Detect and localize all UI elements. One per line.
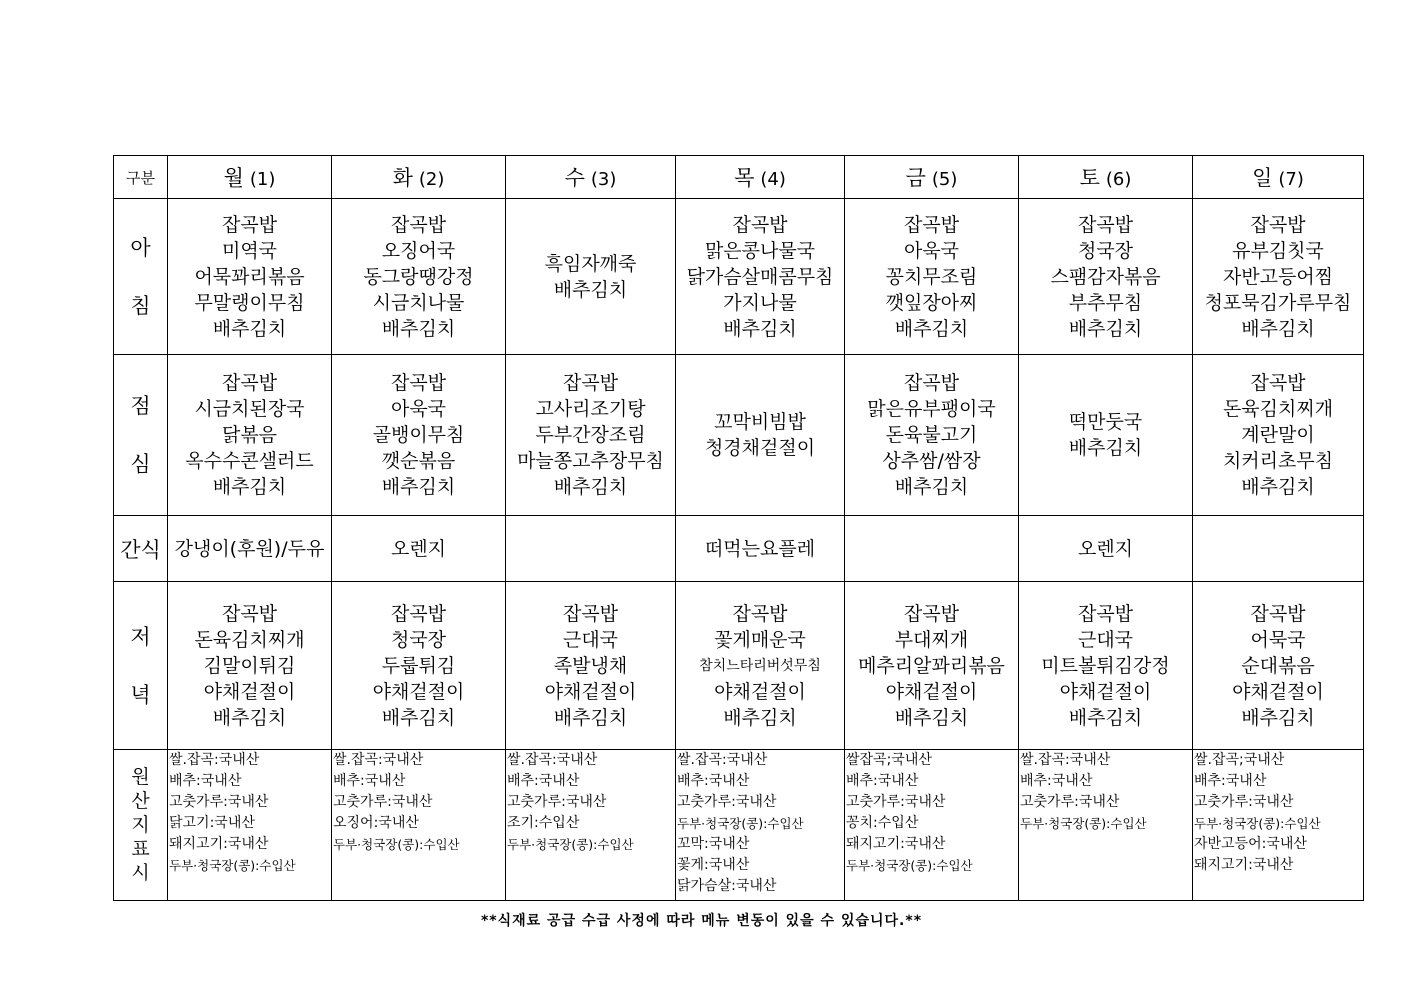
menu-item: 배추김치	[381, 476, 456, 498]
menu-item: 꽃게매운국	[714, 628, 806, 651]
menu-item: 고사리조기탕	[535, 398, 646, 420]
snack-cell	[676, 516, 845, 582]
snack-cell	[1193, 516, 1364, 582]
menu-item: 쌀.잡곡:국내산	[333, 752, 424, 768]
menu-item: 닭가슴살:국내산	[677, 878, 777, 894]
menu-item: 잡곡밥	[1250, 372, 1306, 394]
menu-item: 배추김치	[1241, 706, 1315, 729]
menu-item: 메추리알꽈리볶음	[858, 654, 1005, 677]
menu-item: 고춧가루:국내산	[1194, 794, 1294, 810]
menu-item: 잡곡밥	[221, 602, 278, 625]
lunch-label	[114, 355, 168, 516]
menu-item: 배추김치	[723, 317, 797, 340]
menu-item: 야채겉절이	[1059, 680, 1152, 703]
menu-item: 오징어국	[381, 239, 456, 262]
menu-item: 어묵꽈리볶음	[194, 265, 305, 288]
menu-item: 잡곡밥	[1250, 602, 1306, 625]
label-char: 시	[131, 862, 150, 884]
menu-item: 쌀.잡곡:국내산	[169, 752, 260, 768]
lunch-cell	[506, 355, 676, 516]
lunch-cell	[845, 355, 1019, 516]
menu-item: 상추쌈/쌈장	[882, 450, 981, 472]
day-name: 토	[1079, 166, 1100, 190]
header-row	[114, 156, 1364, 199]
origin-label	[114, 750, 168, 901]
menu-item: 가지나물	[723, 291, 797, 314]
menu-item: 청국장	[1077, 239, 1134, 262]
menu-item: 맑은유부팽이국	[867, 398, 996, 420]
menu-item: 고춧가루:국내산	[1020, 794, 1120, 810]
header-day	[332, 156, 506, 199]
menu-item: 골뱅이무침	[372, 424, 465, 446]
label-char: 저	[130, 624, 151, 649]
menu-item: 깻잎장아찌	[885, 291, 978, 314]
day-number: (3)	[590, 169, 617, 190]
menu-item: 꽁치:수입산	[846, 815, 919, 831]
menu-item: 배추김치	[212, 476, 287, 498]
menu-item: 깻순볶음	[381, 450, 456, 472]
breakfast-label	[114, 199, 168, 355]
day-name: 목	[734, 166, 755, 190]
menu-item: 배추김치	[1241, 317, 1315, 340]
menu-item: 돼지고기:국내산	[846, 836, 946, 852]
menu-item: 잡곡밥	[390, 372, 447, 394]
menu-item: 유부김칫국	[1232, 239, 1324, 262]
header-corner: 구분	[114, 156, 168, 199]
menu-item: 돼지고기:국내산	[1194, 857, 1294, 873]
breakfast-cell	[168, 199, 332, 355]
snack-cell	[845, 516, 1019, 582]
day-number: (2)	[418, 169, 445, 190]
origin-cell	[506, 750, 676, 901]
menu-item: 배추:국내산	[846, 773, 919, 789]
menu-item: 꼬막:국내산	[677, 836, 750, 852]
menu-item: 잡곡밥	[390, 213, 447, 236]
menu-item: 배추김치	[212, 706, 287, 729]
header-day	[1019, 156, 1193, 199]
menu-item: 청경채겉절이	[704, 437, 816, 459]
menu-item: 쌀.잡곡:국내산	[1020, 752, 1111, 768]
menu-item: 시금치된장국	[194, 398, 305, 420]
menu-item: 스팸감자볶음	[1050, 265, 1161, 288]
label-char: 원	[131, 766, 150, 788]
menu-item: 배추김치	[381, 706, 456, 729]
menu-item: 미역국	[221, 239, 278, 262]
menu-item: 청국장	[390, 628, 447, 651]
day-number: (5)	[931, 169, 958, 190]
menu-item: 순대볶음	[1241, 654, 1315, 677]
menu-item: 근대국	[562, 628, 619, 651]
menu-item: 시금치나물	[372, 291, 465, 314]
breakfast-cell	[1193, 199, 1364, 355]
header-day	[506, 156, 676, 199]
lunch-row	[114, 355, 1364, 516]
dinner-cell	[1019, 582, 1193, 750]
menu-item: 쌀잡곡;국내산	[846, 752, 932, 768]
menu-item: 배추김치	[1068, 317, 1143, 340]
label-char: 지	[131, 814, 150, 836]
menu-item: 배추김치	[553, 476, 628, 498]
menu-item: 돈육불고기	[885, 424, 978, 446]
menu-item: 꼬막비빔밥	[714, 411, 806, 433]
menu-item: 두룹튀김	[381, 654, 456, 677]
menu-item: 오징어:국내산	[333, 815, 419, 831]
footnote: **식재료 공급 수급 사정에 따라 메뉴 변동이 있을 수 있습니다.**	[480, 913, 923, 929]
lunch-cell	[1193, 355, 1364, 516]
breakfast-cell	[845, 199, 1019, 355]
dinner-cell	[332, 582, 506, 750]
label-char: 심	[130, 452, 151, 476]
dinner-row	[114, 582, 1364, 750]
snack-cell	[1019, 516, 1193, 582]
menu-item: 잡곡밥	[221, 372, 278, 394]
dinner-cell	[1193, 582, 1364, 750]
menu-item: 고춧가루:국내산	[846, 794, 946, 810]
menu-item: 마늘쫑고추장무침	[517, 450, 664, 472]
menu-item: 배추:국내산	[677, 773, 750, 789]
day-name: 화	[392, 166, 413, 190]
menu-item: 잡곡밥	[903, 372, 960, 394]
menu-item: 두부·청국장(콩):수입산	[677, 816, 804, 831]
menu-item: 김말이튀김	[203, 654, 296, 677]
menu-item: 옥수수콘샐러드	[185, 450, 314, 472]
menu-item: 잡곡밥	[903, 602, 960, 625]
menu-item: 잡곡밥	[1077, 213, 1134, 236]
snack-cell	[506, 516, 676, 582]
menu-item: 고춧가루:국내산	[333, 794, 433, 810]
menu-item: 쌀.잡곡:국내산	[507, 752, 598, 768]
menu-item: 배추:국내산	[1020, 773, 1093, 789]
menu-item: 야채겉절이	[1232, 680, 1324, 703]
menu-item: 자반고등어찜	[1222, 265, 1334, 288]
menu-item: 배추김치	[1068, 706, 1143, 729]
menu-item: 잡곡밥	[221, 213, 278, 236]
day-number: (1)	[249, 169, 276, 190]
menu-item: 돼지고기:국내산	[169, 836, 269, 852]
origin-cell	[1019, 750, 1193, 901]
menu-item: 배추김치	[723, 706, 797, 729]
menu-item: 야채겉절이	[885, 680, 978, 703]
origin-row	[114, 750, 1364, 901]
menu-item: 두부·청국장(콩):수입산	[846, 858, 973, 873]
day-name: 일	[1252, 166, 1273, 190]
menu-item: 동그랑땡강정	[363, 265, 474, 288]
day-number: (7)	[1278, 169, 1304, 190]
dinner-cell	[506, 582, 676, 750]
menu-item: 잡곡밥	[903, 213, 960, 236]
label-char: 산	[131, 790, 150, 812]
header-day	[168, 156, 332, 199]
menu-item: 잡곡밥	[562, 602, 619, 625]
breakfast-cell	[1019, 199, 1193, 355]
menu-item: 고춧가루:국내산	[169, 794, 269, 810]
day-name: 월	[223, 166, 244, 190]
menu-item: 야채겉절이	[203, 680, 296, 703]
menu-item: 꽁치무조림	[885, 265, 978, 288]
snack-cell	[332, 516, 506, 582]
menu-item: 쌀.잡곡:국내산	[677, 752, 768, 768]
menu-item: 오렌지	[1077, 537, 1134, 560]
menu-item: 고춧가루:국내산	[677, 794, 777, 810]
menu-item: 두부·청국장(콩):수입산	[1194, 816, 1321, 831]
origin-cell	[845, 750, 1019, 901]
menu-item: 잡곡밥	[732, 213, 788, 236]
label-char: 아	[130, 235, 151, 260]
day-name: 수	[564, 166, 585, 190]
menu-item: 미트볼튀김강정	[1041, 654, 1170, 677]
menu-item: 배추:국내산	[1194, 773, 1267, 789]
snack-cell	[168, 516, 332, 582]
lunch-cell	[332, 355, 506, 516]
menu-item: 배추김치	[212, 317, 287, 340]
menu-item: 배추김치	[381, 317, 456, 340]
dinner-cell	[845, 582, 1019, 750]
menu-item: 조기:수입산	[507, 815, 580, 831]
day-number: (6)	[1105, 169, 1132, 190]
menu-item: 부대찌개	[894, 628, 969, 651]
origin-cell	[332, 750, 506, 901]
snack-row	[114, 516, 1364, 582]
menu-item: 배추김치	[553, 706, 628, 729]
menu-item: 배추김치	[894, 317, 969, 340]
menu-item: 고춧가루:국내산	[507, 794, 607, 810]
menu-item: 흑임자깨죽	[544, 252, 637, 275]
menu-item: 두부·청국장(콩):수입산	[169, 858, 296, 873]
day-name: 금	[905, 166, 926, 190]
menu-item: 계란말이	[1241, 424, 1315, 446]
menu-item: 잡곡밥	[732, 602, 788, 625]
menu-item: 돈육김치찌개	[194, 628, 305, 651]
menu-item: 배추:국내산	[333, 773, 406, 789]
menu-item: 맑은콩나물국	[704, 239, 816, 262]
label-char: 녁	[130, 682, 151, 707]
lunch-cell	[676, 355, 845, 516]
menu-item: 떡만둣국	[1068, 411, 1143, 433]
menu-item: 청포묵김가루무침	[1204, 291, 1352, 314]
menu-item: 야채겉절이	[372, 680, 465, 703]
menu-item: 부추무침	[1068, 291, 1143, 314]
menu-item: 치커리초무침	[1222, 450, 1334, 472]
breakfast-row	[114, 199, 1364, 355]
menu-item: 잡곡밥	[390, 602, 447, 625]
lunch-cell	[168, 355, 332, 516]
menu-item: 돈육김치찌개	[1222, 398, 1334, 420]
menu-item: 족발냉채	[553, 654, 628, 677]
menu-item: 배추김치	[1241, 476, 1315, 498]
breakfast-cell	[506, 199, 676, 355]
menu-item: 잡곡밥	[1077, 602, 1134, 625]
menu-item: 야채겉절이	[714, 680, 806, 703]
day-number: (4)	[760, 169, 786, 190]
menu-item: 꽃게:국내산	[677, 857, 750, 873]
menu-item: 무말랭이무침	[194, 291, 305, 314]
label-char: 침	[130, 293, 151, 318]
menu-item: 배추김치	[894, 476, 969, 498]
menu-item: 떠먹는요플레	[704, 537, 816, 560]
menu-item: 잡곡밥	[562, 372, 619, 394]
header-day	[1193, 156, 1364, 199]
menu-item: 두부·청국장(콩):수입산	[1020, 816, 1147, 831]
menu-item: 닭고기:국내산	[169, 815, 255, 831]
snack-label: 간식	[114, 516, 168, 582]
menu-item: /두유	[281, 537, 325, 560]
origin-cell	[676, 750, 845, 901]
menu-item: 두부·청국장(콩):수입산	[333, 837, 460, 852]
menu-item: 닭가슴살매콤무침	[686, 265, 834, 288]
menu-item: 아욱국	[903, 239, 960, 262]
header-day	[845, 156, 1019, 199]
menu-item: 야채겉절이	[544, 680, 637, 703]
menu-item: 배추:국내산	[169, 773, 242, 789]
breakfast-cell	[676, 199, 845, 355]
menu-item: 아욱국	[390, 398, 447, 420]
header-day	[676, 156, 845, 199]
menu-item: 배추김치	[894, 706, 969, 729]
origin-cell	[168, 750, 332, 901]
weekly-menu-table	[113, 155, 1364, 901]
menu-item: 잡곡밥	[1250, 213, 1306, 236]
menu-item: 배추김치	[553, 278, 628, 301]
label-char: 점	[130, 394, 151, 418]
label-char: 표	[131, 838, 150, 860]
menu-item: 참치느타리버섯무침	[699, 657, 821, 674]
dinner-label	[114, 582, 168, 750]
menu-item: 두부간장조림	[535, 424, 646, 446]
menu-item: 자반고등어:국내산	[1194, 836, 1307, 852]
lunch-cell	[1019, 355, 1193, 516]
menu-item: 강냉이(후원)	[174, 537, 282, 560]
origin-cell	[1193, 750, 1364, 901]
menu-item: 근대국	[1077, 628, 1134, 651]
breakfast-cell	[332, 199, 506, 355]
menu-item: 배추김치	[1068, 437, 1143, 459]
menu-item: 오렌지	[390, 537, 447, 560]
menu-item: 두부·청국장(콩):수입산	[507, 837, 634, 852]
dinner-cell	[168, 582, 332, 750]
menu-item: 어묵국	[1250, 628, 1306, 651]
menu-item: 닭볶음	[221, 424, 278, 446]
menu-item: 배추:국내산	[507, 773, 580, 789]
menu-item: 쌀.잡곡;국내산	[1194, 752, 1285, 768]
dinner-cell	[676, 582, 845, 750]
